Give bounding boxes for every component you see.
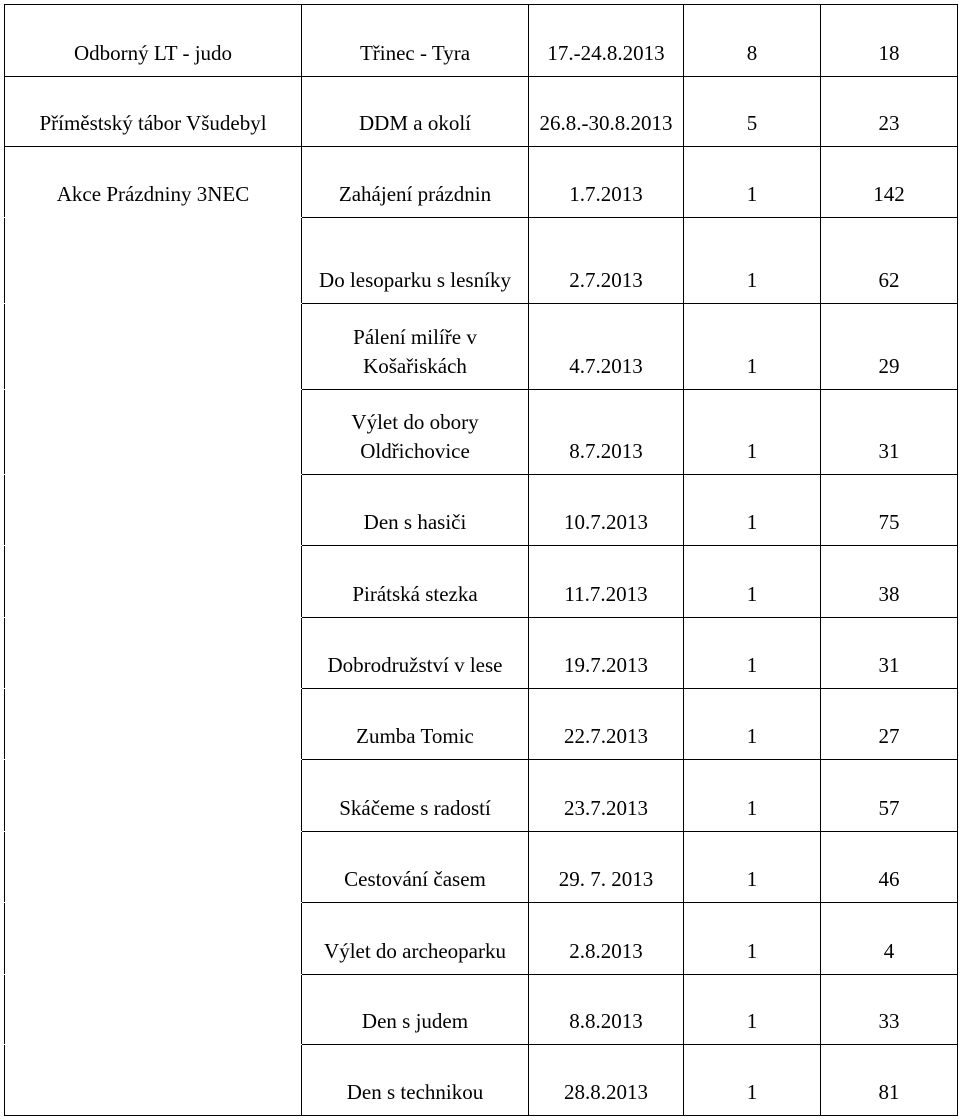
table-row: [5, 390, 958, 475]
cell-date: [529, 475, 684, 546]
cell-date: [529, 689, 684, 760]
days-text: 1: [746, 582, 758, 606]
cell-days: [684, 546, 821, 618]
cell-date: [529, 390, 684, 475]
participants-text: 31: [878, 439, 900, 463]
date-text: 11.7.2013: [564, 582, 648, 606]
days-text: 8: [746, 41, 758, 65]
cell-event-name: [5, 832, 302, 903]
participants-text: 23: [878, 111, 900, 135]
days-text: 1: [746, 268, 758, 292]
cell-activity: [302, 147, 529, 218]
days-text: 1: [746, 354, 758, 378]
date-text: 2.8.2013: [569, 939, 643, 963]
cell-event-name: [5, 5, 302, 77]
cell-date: [529, 77, 684, 147]
participants-text: 142: [873, 182, 905, 206]
cell-date: [529, 832, 684, 903]
date-text: 4.7.2013: [569, 354, 643, 378]
cell-days: [684, 903, 821, 975]
cell-participants: [821, 975, 958, 1045]
cell-event-name: [5, 304, 302, 390]
cell-activity: [302, 1045, 529, 1116]
cell-days: [684, 218, 821, 304]
activity-text: Den s judem: [361, 1009, 469, 1033]
cell-days: [684, 390, 821, 475]
date-text: 8.7.2013: [569, 439, 643, 463]
date-text: 29. 7. 2013: [558, 867, 654, 891]
date-text: 28.8.2013: [564, 1080, 648, 1104]
activity-text: Pirátská stezka: [352, 582, 478, 606]
table-row: [5, 475, 958, 546]
cell-activity: [302, 475, 529, 546]
cell-activity: [302, 975, 529, 1045]
cell-activity: [302, 689, 529, 760]
cell-event-name: [5, 218, 302, 304]
table-row: [5, 546, 958, 618]
participants-text: 18: [878, 41, 900, 65]
cell-event-name: [5, 689, 302, 760]
cell-days: [684, 832, 821, 903]
table-row: [5, 77, 958, 147]
activity-text: Výlet do obory Oldřichovice: [351, 410, 479, 463]
cell-activity: [302, 218, 529, 304]
cell-participants: [821, 618, 958, 689]
activity-text: Den s hasiči: [363, 510, 467, 534]
cell-activity: [302, 304, 529, 390]
activity-text: Třinec - Tyra: [359, 41, 471, 65]
cell-participants: [821, 5, 958, 77]
cell-participants: [821, 903, 958, 975]
cell-event-name: [5, 760, 302, 832]
cell-activity: [302, 546, 529, 618]
cell-days: [684, 760, 821, 832]
cell-days: [684, 5, 821, 77]
participants-text: 33: [878, 1009, 900, 1033]
participants-text: 31: [878, 653, 900, 677]
table-row: [5, 618, 958, 689]
participants-text: 4: [883, 939, 895, 963]
cell-date: [529, 147, 684, 218]
days-text: 1: [746, 1080, 758, 1104]
date-text: 10.7.2013: [564, 510, 648, 534]
activity-text: Skáčeme s radostí: [339, 796, 491, 820]
days-text: 5: [746, 111, 758, 135]
event-name-text: Příměstský tábor Všudebyl: [39, 111, 267, 135]
cell-date: [529, 618, 684, 689]
activity-text: Den s technikou: [346, 1080, 484, 1104]
table-row: [5, 5, 958, 77]
days-text: 1: [746, 653, 758, 677]
cell-participants: [821, 475, 958, 546]
cell-participants: [821, 390, 958, 475]
table-row: [5, 760, 958, 832]
participants-text: 38: [878, 582, 900, 606]
table-row: [5, 304, 958, 390]
cell-participants: [821, 1045, 958, 1116]
cell-days: [684, 689, 821, 760]
date-text: 8.8.2013: [569, 1009, 643, 1033]
cell-days: [684, 304, 821, 390]
days-text: 1: [746, 1009, 758, 1033]
table-row: [5, 975, 958, 1045]
cell-date: [529, 760, 684, 832]
date-text: 23.7.2013: [564, 796, 648, 820]
date-text: 22.7.2013: [564, 724, 648, 748]
cell-participants: [821, 218, 958, 304]
date-text: 1.7.2013: [569, 182, 643, 206]
cell-activity: [302, 77, 529, 147]
cell-activity: [302, 903, 529, 975]
events-table-body: [5, 5, 958, 1116]
date-text: 17.-24.8.2013: [547, 41, 665, 65]
cell-participants: [821, 546, 958, 618]
participants-text: 75: [878, 510, 900, 534]
date-text: 19.7.2013: [564, 653, 648, 677]
table-row: [5, 832, 958, 903]
activity-text: Pálení milíře v Košařiskách: [353, 325, 477, 378]
participants-text: 57: [878, 796, 900, 820]
activity-text: Dobrodružství v lese: [327, 653, 503, 677]
cell-participants: [821, 832, 958, 903]
participants-text: 81: [878, 1080, 900, 1104]
cell-date: [529, 218, 684, 304]
days-text: 1: [746, 724, 758, 748]
cell-activity: [302, 832, 529, 903]
activity-text: Do lesoparku s lesníky: [319, 268, 511, 292]
cell-activity: [302, 390, 529, 475]
activity-text: Cestování časem: [344, 867, 486, 891]
cell-participants: [821, 760, 958, 832]
events-table: [4, 4, 958, 1116]
cell-activity: [302, 760, 529, 832]
cell-date: [529, 1045, 684, 1116]
cell-event-name: [5, 903, 302, 975]
table-row: [5, 1045, 958, 1116]
cell-event-name: [5, 475, 302, 546]
activity-text: Výlet do archeoparku: [324, 939, 506, 963]
event-name-text: Odborný LT - judo: [73, 41, 233, 65]
days-text: 1: [746, 939, 758, 963]
date-text: 2.7.2013: [569, 268, 643, 292]
cell-event-name: [5, 147, 302, 218]
cell-event-name: [5, 390, 302, 475]
cell-date: [529, 546, 684, 618]
cell-event-name: [5, 546, 302, 618]
cell-days: [684, 975, 821, 1045]
cell-event-name: [5, 1045, 302, 1116]
event-name-text: Akce Prázdniny 3NEC: [56, 182, 250, 206]
activity-text: DDM a okolí: [359, 111, 471, 135]
cell-activity: [302, 5, 529, 77]
cell-days: [684, 618, 821, 689]
table-row: [5, 903, 958, 975]
days-text: 1: [746, 439, 758, 463]
participants-text: 27: [878, 724, 900, 748]
cell-days: [684, 475, 821, 546]
cell-days: [684, 1045, 821, 1116]
participants-text: 29: [878, 354, 900, 378]
participants-text: 46: [878, 867, 900, 891]
cell-event-name: [5, 77, 302, 147]
cell-event-name: [5, 618, 302, 689]
activity-text: Zumba Tomic: [356, 724, 474, 748]
days-text: 1: [746, 182, 758, 206]
participants-text: 62: [878, 268, 900, 292]
cell-participants: [821, 147, 958, 218]
cell-date: [529, 304, 684, 390]
cell-date: [529, 903, 684, 975]
cell-participants: [821, 689, 958, 760]
cell-days: [684, 147, 821, 218]
cell-date: [529, 5, 684, 77]
activity-text: Zahájení prázdnin: [338, 182, 492, 206]
table-row: [5, 689, 958, 760]
days-text: 1: [746, 867, 758, 891]
cell-activity: [302, 618, 529, 689]
cell-participants: [821, 77, 958, 147]
table-row: [5, 147, 958, 218]
cell-date: [529, 975, 684, 1045]
cell-participants: [821, 304, 958, 390]
cell-event-name: [5, 975, 302, 1045]
cell-days: [684, 77, 821, 147]
days-text: 1: [746, 510, 758, 534]
table-row: [5, 218, 958, 304]
date-text: 26.8.-30.8.2013: [539, 111, 673, 135]
days-text: 1: [746, 796, 758, 820]
